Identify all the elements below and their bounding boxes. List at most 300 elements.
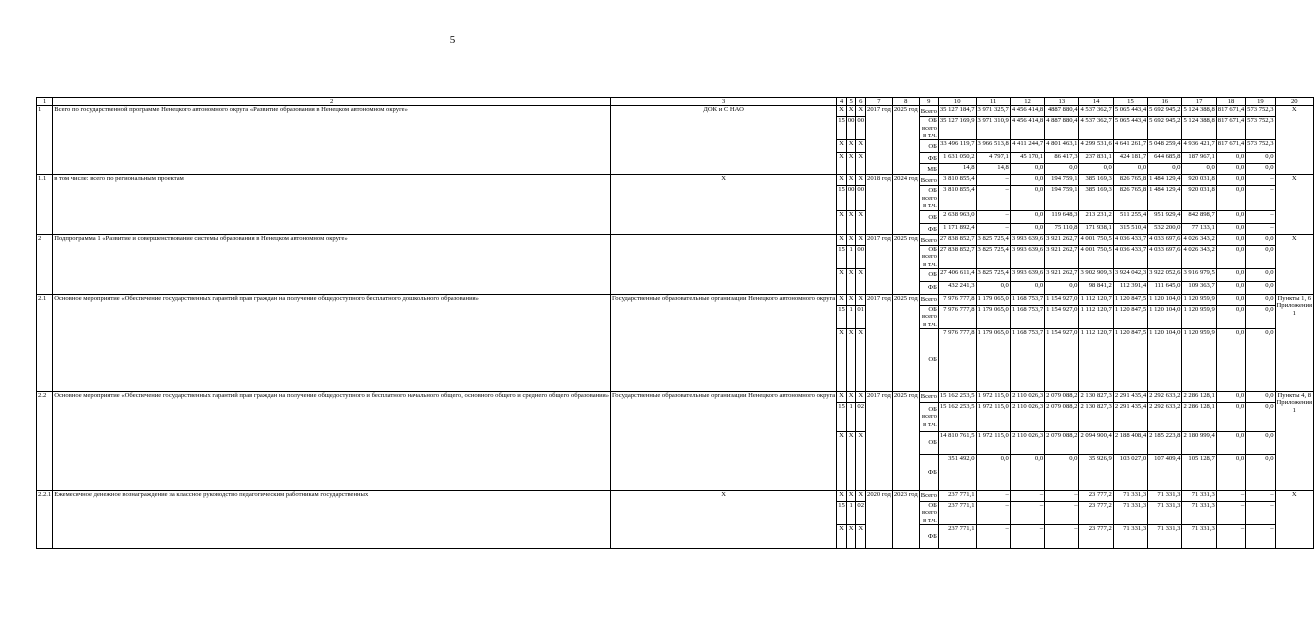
amount-cell: – (1246, 490, 1275, 501)
amount-cell: – (1246, 186, 1275, 211)
amount-cell: 7 976 777,8 (938, 295, 976, 306)
amount-cell: 0,0 (976, 282, 1010, 295)
funding-source: ФБ (919, 224, 938, 235)
amount-cell: – (1216, 501, 1245, 524)
budget-code: 02 (856, 501, 866, 524)
amount-cell: 45 170,1 (1010, 153, 1044, 164)
budget-table (36, 97, 1314, 549)
amount-cell: 1 120 104,0 (1148, 295, 1182, 306)
budget-code: 00 (856, 186, 866, 211)
amount-cell: 0,0 (1216, 153, 1245, 164)
amount-cell: 2 286 128,1 (1182, 402, 1216, 431)
budget-code: X (846, 153, 856, 175)
amount-cell: 2 292 633,2 (1148, 402, 1182, 431)
column-header: 19 (1246, 98, 1275, 106)
funding-source: ФБ (919, 524, 938, 548)
amount-cell: 0,0 (1216, 431, 1245, 454)
amount-cell: 194 759,1 (1045, 186, 1079, 211)
amount-cell: 1 112 120,7 (1079, 306, 1113, 329)
budget-code: 15 (837, 117, 847, 140)
amount-cell: – (1246, 211, 1275, 224)
amount-cell: 33 496 119,7 (938, 140, 976, 153)
amount-cell: 4 537 362,7 (1079, 106, 1113, 117)
amount-cell: 4 456 414,8 (1010, 106, 1044, 117)
amount-cell: 1 972 115,0 (976, 431, 1010, 454)
amount-cell: 0,0 (1216, 235, 1245, 246)
budget-code: 00 (846, 186, 856, 211)
amount-cell: – (1045, 501, 1079, 524)
funding-source: ФБ (919, 454, 938, 490)
table-header-row (37, 98, 1314, 106)
budget-code: 15 (837, 501, 847, 524)
amount-cell: 2 185 223,8 (1148, 431, 1182, 454)
amount-cell: 0,0 (1216, 402, 1245, 431)
budget-code: X (837, 328, 847, 391)
amount-cell: – (1045, 524, 1079, 548)
amount-cell: – (976, 501, 1010, 524)
amount-cell: 920 031,8 (1182, 175, 1216, 186)
column-header: 15 (1113, 98, 1147, 106)
amount-cell: 71 331,3 (1148, 501, 1182, 524)
amount-cell: 194 759,1 (1045, 175, 1079, 186)
note-reference: X (1275, 490, 1314, 548)
budget-code: 1 (846, 402, 856, 431)
year-start: 2017 год (866, 106, 893, 175)
amount-cell: – (1246, 224, 1275, 235)
amount-cell: 817 671,4 (1216, 117, 1245, 140)
funding-source: ФБ (919, 153, 938, 164)
funding-source: ОБ всего в т.ч. (919, 306, 938, 329)
budget-code: X (856, 153, 866, 175)
amount-cell: 0,0 (1216, 211, 1245, 224)
amount-cell: 3 922 052,6 (1148, 269, 1182, 282)
amount-cell: 213 231,2 (1079, 211, 1113, 224)
amount-cell: 817 671,4 (1216, 106, 1245, 117)
table-row (37, 490, 1314, 501)
amount-cell: 5 065 443,4 (1113, 106, 1147, 117)
year-end: 2025 год (892, 391, 919, 490)
amount-cell: 1 112 120,7 (1079, 328, 1113, 391)
amount-cell: 2 286 128,1 (1182, 391, 1216, 402)
table-row (37, 175, 1314, 186)
column-header: 17 (1182, 98, 1216, 106)
column-header: 3 (611, 98, 837, 106)
amount-cell: 1 120 104,0 (1148, 306, 1182, 329)
amount-cell: 4 001 750,5 (1079, 235, 1113, 246)
amount-cell: 842 898,7 (1182, 211, 1216, 224)
program-name: Всего по государственной программе Ненецкого автономного округа «Развитие образования в Ненецком автономном округе» (53, 106, 611, 175)
column-header: 2 (53, 98, 611, 106)
amount-cell: 5 048 259,4 (1148, 140, 1182, 153)
amount-cell: 27 838 852,7 (938, 246, 976, 269)
amount-cell: 5 124 388,8 (1182, 117, 1216, 140)
funding-source: ФБ (919, 282, 938, 295)
amount-cell: 0,0 (1246, 164, 1275, 175)
column-header: 14 (1079, 98, 1113, 106)
amount-cell: 951 929,4 (1148, 211, 1182, 224)
amount-cell: 14,8 (938, 164, 976, 175)
budget-code: X (846, 235, 856, 246)
note-reference: X (1275, 106, 1314, 175)
funding-source: ОБ (919, 211, 938, 224)
budget-code: X (856, 431, 866, 490)
program-name: Подпрограмма 1 «Развитие и совершенствование системы образования в Ненецком автономном округе» (53, 235, 611, 295)
amount-cell: 4 033 697,6 (1148, 235, 1182, 246)
amount-cell: 4 797,1 (976, 153, 1010, 164)
amount-cell: 3 971 310,9 (976, 117, 1010, 140)
amount-cell: 826 765,8 (1113, 175, 1147, 186)
budget-code: X (846, 490, 856, 501)
amount-cell: 237 831,1 (1079, 153, 1113, 164)
budget-code: 1 (846, 306, 856, 329)
year-end: 2023 год (892, 490, 919, 548)
amount-cell: 0,0 (1010, 175, 1044, 186)
amount-cell: 0,0 (1246, 328, 1275, 391)
amount-cell: 3 921 262,7 (1045, 235, 1079, 246)
amount-cell: 4 033 697,6 (1148, 246, 1182, 269)
amount-cell: 1 972 115,0 (976, 391, 1010, 402)
amount-cell: 1 120 959,9 (1182, 306, 1216, 329)
amount-cell: 0,0 (1216, 306, 1245, 329)
budget-code: X (837, 153, 847, 175)
year-start: 2018 год (866, 175, 893, 235)
amount-cell: 3 825 725,4 (976, 269, 1010, 282)
budget-code: X (837, 490, 847, 501)
budget-code: X (846, 269, 856, 295)
amount-cell: 15 162 253,5 (938, 391, 976, 402)
row-number: 2.2.1 (37, 490, 53, 548)
amount-cell: 0,0 (1045, 454, 1079, 490)
amount-cell: 171 938,1 (1079, 224, 1113, 235)
funding-source: ОБ (919, 328, 938, 391)
amount-cell: 2 110 026,3 (1010, 431, 1044, 454)
amount-cell: 2 079 088,2 (1045, 402, 1079, 431)
amount-cell: 7 976 777,8 (938, 306, 976, 329)
amount-cell: 0,0 (1216, 282, 1245, 295)
row-number: 1 (37, 106, 53, 175)
amount-cell: 573 752,3 (1246, 106, 1275, 117)
amount-cell: 2 079 088,2 (1045, 391, 1079, 402)
budget-code: X (837, 269, 847, 295)
amount-cell: 0,0 (1216, 164, 1245, 175)
amount-cell: 0,0 (1010, 164, 1044, 175)
amount-cell: 385 169,3 (1079, 186, 1113, 211)
amount-cell: 0,0 (1216, 454, 1245, 490)
amount-cell: 0,0 (1113, 164, 1147, 175)
budget-code: 01 (856, 306, 866, 329)
funding-source: ОБ (919, 140, 938, 153)
responsible-executor (611, 235, 837, 295)
program-name: в том числе: всего по региональным проектам (53, 175, 611, 235)
amount-cell: 3 921 262,7 (1045, 269, 1079, 282)
budget-code: 15 (837, 246, 847, 269)
amount-cell: 573 752,3 (1246, 140, 1275, 153)
column-header: 6 (856, 98, 866, 106)
responsible-executor: ДОК и С НАО (611, 106, 837, 175)
amount-cell: 0,0 (1246, 246, 1275, 269)
amount-cell: 0,0 (1246, 402, 1275, 431)
table-row (37, 391, 1314, 402)
amount-cell: 644 685,8 (1148, 153, 1182, 164)
amount-cell: 0,0 (1246, 295, 1275, 306)
amount-cell: 7 976 777,8 (938, 328, 976, 391)
page-number: 5 (449, 34, 456, 46)
amount-cell: 237 771,1 (938, 524, 976, 548)
amount-cell: 3 993 639,6 (1010, 269, 1044, 282)
column-header: 18 (1216, 98, 1245, 106)
amount-cell: 107 409,4 (1148, 454, 1182, 490)
year-start: 2020 год (866, 490, 893, 548)
column-header: 9 (919, 98, 938, 106)
amount-cell: – (976, 211, 1010, 224)
amount-cell: 1 120 959,9 (1182, 328, 1216, 391)
year-start: 2017 год (866, 235, 893, 295)
program-name: Ежемесячное денежное вознаграждение за классное руководство педагогическим работникам государственных (53, 490, 611, 548)
budget-code: X (856, 295, 866, 306)
row-number: 2 (37, 235, 53, 295)
amount-cell: 1 120 104,0 (1148, 328, 1182, 391)
amount-cell: – (976, 490, 1010, 501)
amount-cell: 237 771,1 (938, 490, 976, 501)
budget-code: X (846, 106, 856, 117)
amount-cell: 4 026 343,2 (1182, 235, 1216, 246)
column-header: 5 (846, 98, 856, 106)
amount-cell: 1 120 847,5 (1113, 295, 1147, 306)
budget-code: X (846, 175, 856, 186)
responsible-executor: X (611, 175, 837, 235)
amount-cell: 3 966 513,8 (976, 140, 1010, 153)
amount-cell: 0,0 (1216, 246, 1245, 269)
amount-cell: 2 638 963,0 (938, 211, 976, 224)
funding-source: ОБ (919, 431, 938, 454)
amount-cell: 0,0 (1010, 186, 1044, 211)
table-row (37, 295, 1314, 306)
amount-cell: 511 255,4 (1113, 211, 1147, 224)
amount-cell: 3 810 855,4 (938, 186, 976, 211)
year-end: 2025 год (892, 235, 919, 295)
amount-cell: 920 031,8 (1182, 186, 1216, 211)
funding-source: Всего (919, 490, 938, 501)
amount-cell: 23 777,2 (1079, 501, 1113, 524)
amount-cell: 103 027,0 (1113, 454, 1147, 490)
amount-cell: 4 001 750,5 (1079, 246, 1113, 269)
year-end: 2025 год (892, 106, 919, 175)
column-header: 10 (938, 98, 976, 106)
amount-cell: 1 171 892,4 (938, 224, 976, 235)
amount-cell: 1 120 959,9 (1182, 295, 1216, 306)
budget-code: X (856, 524, 866, 548)
amount-cell: 1 154 927,0 (1045, 295, 1079, 306)
amount-cell: 2 291 435,4 (1113, 391, 1147, 402)
amount-cell: 119 648,3 (1045, 211, 1079, 224)
amount-cell: 15 162 253,5 (938, 402, 976, 431)
funding-source: Всего (919, 391, 938, 402)
budget-code: X (846, 431, 856, 490)
funding-source: МБ (919, 164, 938, 175)
year-start: 2017 год (866, 295, 893, 392)
note-reference: Пункты 4, 8 Приложения 1 (1275, 391, 1314, 490)
budget-code: X (837, 524, 847, 548)
amount-cell: 35 127 169,9 (938, 117, 976, 140)
amount-cell: 3 902 909,3 (1079, 269, 1113, 282)
budget-code: X (846, 140, 856, 153)
amount-cell: 4 801 463,1 (1045, 140, 1079, 153)
amount-cell: 109 363,7 (1182, 282, 1216, 295)
amount-cell: 23 777,2 (1079, 524, 1113, 548)
budget-code: X (846, 524, 856, 548)
amount-cell: 2 079 088,2 (1045, 431, 1079, 454)
budget-code: X (846, 391, 856, 402)
amount-cell: – (1010, 501, 1044, 524)
amount-cell: 71 331,3 (1182, 501, 1216, 524)
amount-cell: 0,0 (1216, 186, 1245, 211)
amount-cell: 35 127 184,7 (938, 106, 976, 117)
column-header: 1 (37, 98, 53, 106)
budget-code: 02 (856, 402, 866, 431)
amount-cell: 0,0 (976, 454, 1010, 490)
amount-cell: – (976, 224, 1010, 235)
column-header: 7 (866, 98, 893, 106)
amount-cell: – (1246, 524, 1275, 548)
budget-code: X (856, 175, 866, 186)
amount-cell: 3 993 639,6 (1010, 246, 1044, 269)
amount-cell: 71 331,3 (1148, 524, 1182, 548)
column-header: 16 (1148, 98, 1182, 106)
amount-cell: 71 331,3 (1113, 524, 1147, 548)
amount-cell: 1 154 927,0 (1045, 306, 1079, 329)
amount-cell: 0,0 (1246, 454, 1275, 490)
amount-cell: 77 133,1 (1182, 224, 1216, 235)
amount-cell: 826 765,8 (1113, 186, 1147, 211)
row-number: 1.1 (37, 175, 53, 235)
amount-cell: 1 120 847,5 (1113, 328, 1147, 391)
amount-cell: 385 169,3 (1079, 175, 1113, 186)
amount-cell: 0,0 (1246, 306, 1275, 329)
amount-cell: – (1246, 501, 1275, 524)
year-end: 2025 год (892, 295, 919, 392)
amount-cell: 3 825 725,4 (976, 235, 1010, 246)
budget-code: X (856, 269, 866, 295)
table-row (37, 106, 1314, 117)
amount-cell: 0,0 (1246, 431, 1275, 454)
amount-cell: 14,8 (976, 164, 1010, 175)
amount-cell: – (1045, 490, 1079, 501)
budget-code: X (856, 140, 866, 153)
amount-cell: – (976, 175, 1010, 186)
amount-cell: 573 752,3 (1246, 117, 1275, 140)
amount-cell: 0,0 (1216, 269, 1245, 282)
amount-cell: 0,0 (1010, 211, 1044, 224)
amount-cell: 3 810 855,4 (938, 175, 976, 186)
amount-cell: 0,0 (1045, 164, 1079, 175)
amount-cell: 0,0 (1079, 164, 1113, 175)
amount-cell: 2 130 827,3 (1079, 391, 1113, 402)
amount-cell: 0,0 (1045, 282, 1079, 295)
amount-cell: 2 188 408,4 (1113, 431, 1147, 454)
amount-cell: 0,0 (1216, 295, 1245, 306)
amount-cell: 4 026 343,2 (1182, 246, 1216, 269)
amount-cell: 0,0 (1246, 235, 1275, 246)
budget-code: X (837, 431, 847, 490)
budget-code: X (856, 106, 866, 117)
amount-cell: 1 168 753,7 (1010, 328, 1044, 391)
amount-cell: 4 036 433,7 (1113, 235, 1147, 246)
amount-cell: – (1246, 175, 1275, 186)
budget-code: X (837, 211, 847, 235)
program-name: Основное мероприятие «Обеспечение государственных гарантий прав граждан на получение общедоступного и бесплатного начального общего, основного общего и среднего общего образования» (53, 391, 611, 490)
amount-cell: 4 299 531,6 (1079, 140, 1113, 153)
budget-code: X (837, 106, 847, 117)
year-end: 2024 год (892, 175, 919, 235)
amount-cell: 0,0 (1148, 164, 1182, 175)
amount-cell: 75 110,8 (1045, 224, 1079, 235)
funding-source: ОБ всего в т.ч. (919, 186, 938, 211)
amount-cell: 3 921 262,7 (1045, 246, 1079, 269)
amount-cell: 424 181,7 (1113, 153, 1147, 164)
amount-cell: 315 510,4 (1113, 224, 1147, 235)
amount-cell: 2 291 435,4 (1113, 402, 1147, 431)
amount-cell: 0,0 (1246, 282, 1275, 295)
budget-code: X (846, 328, 856, 391)
amount-cell: 817 671,4 (1216, 140, 1245, 153)
responsible-executor: Государственные образовательные организации Ненецкого автономного округа (611, 295, 837, 392)
amount-cell: 1 484 129,4 (1148, 175, 1182, 186)
funding-source: ОБ всего в т.ч. (919, 501, 938, 524)
amount-cell: – (1216, 524, 1245, 548)
year-start: 2017 год (866, 391, 893, 490)
amount-cell: 237 771,1 (938, 501, 976, 524)
amount-cell: 1 179 065,0 (976, 328, 1010, 391)
amount-cell: 0,0 (1010, 454, 1044, 490)
amount-cell: 2 110 026,3 (1010, 391, 1044, 402)
amount-cell: 86 417,3 (1045, 153, 1079, 164)
budget-code: X (837, 175, 847, 186)
amount-cell: 4 887 880,4 (1045, 117, 1079, 140)
column-header: 20 (1275, 98, 1314, 106)
amount-cell: 532 200,0 (1148, 224, 1182, 235)
amount-cell: 1 972 115,0 (976, 402, 1010, 431)
budget-code: 00 (856, 117, 866, 140)
table-row (37, 235, 1314, 246)
amount-cell: 27 838 852,7 (938, 235, 976, 246)
funding-source: ОБ всего в т.ч. (919, 117, 938, 140)
funding-source: ОБ всего в т.ч. (919, 246, 938, 269)
amount-cell: – (1216, 490, 1245, 501)
budget-code: 1 (846, 246, 856, 269)
note-reference: X (1275, 235, 1314, 295)
budget-code: 00 (856, 246, 866, 269)
amount-cell: 1 168 753,7 (1010, 306, 1044, 329)
amount-cell: 5 692 945,2 (1148, 117, 1182, 140)
amount-cell: 0,0 (1216, 391, 1245, 402)
budget-code: 15 (837, 186, 847, 211)
budget-code: X (856, 235, 866, 246)
amount-cell: – (1010, 490, 1044, 501)
amount-cell: 1 631 050,2 (938, 153, 976, 164)
note-reference: X (1275, 175, 1314, 235)
budget-code: 00 (846, 117, 856, 140)
row-number: 2.2 (37, 391, 53, 490)
amount-cell: 35 926,9 (1079, 454, 1113, 490)
amount-cell: 0,0 (1216, 224, 1245, 235)
amount-cell: 0,0 (1010, 282, 1044, 295)
funding-source: ОБ (919, 269, 938, 282)
amount-cell: 351 492,0 (938, 454, 976, 490)
budget-code: X (837, 140, 847, 153)
budget-code: X (846, 295, 856, 306)
amount-cell: 1 179 065,0 (976, 295, 1010, 306)
amount-cell: 1 154 927,0 (1045, 328, 1079, 391)
